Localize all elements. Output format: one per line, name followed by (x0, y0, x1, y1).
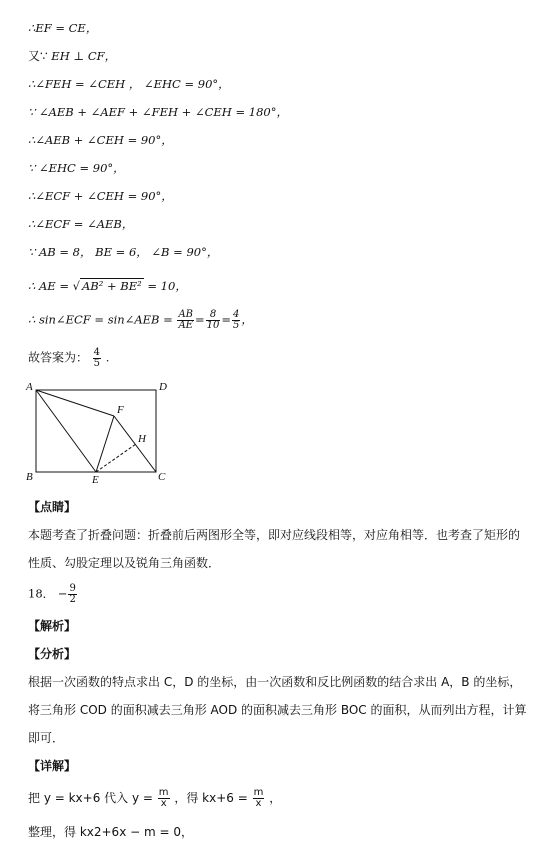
fraction-ab-ae: $\frac{AB}{AE}$ (178, 309, 194, 331)
proof-line-2-prefix: 又∵ (28, 49, 48, 63)
comment-text: 本题考查了折叠问题：折叠前后两图形全等，即对应线段相等，对应角相等．也考查了矩形的性质、勾股定理以及锐角三角函数． (28, 528, 521, 570)
proof-line-2-expr: EH ⊥ CF， (51, 49, 117, 63)
proof-line-1: ∴EF = CE， (28, 21, 98, 35)
detail-line-1: 把 y = kx+6 代入 y = $\frac{m}{x}$ ，得 kx+6 = $\frac{m}{x}$ ， (28, 787, 282, 809)
label-f: F (117, 404, 124, 416)
q18-answer (28, 584, 78, 605)
fraction-m-x-2: $\frac{m}{x}$ (253, 787, 264, 809)
rectangle-abcd (36, 390, 156, 472)
answer-prefix: 故答案为： (28, 350, 89, 365)
proof-line-5: ∴∠AEB + ∠CEH = 90°， (28, 133, 173, 147)
proof-line-3: ∴∠FEH = ∠CEH ， ∠EHC = 90°， (28, 77, 230, 91)
segment-fe (96, 416, 114, 472)
sin-prefix: ∴ sin∠ECF = sin∠AEB = (28, 312, 173, 327)
q18-number: 18． (28, 586, 55, 601)
geometry-figure (24, 376, 184, 484)
proof-line-8: ∴∠ECF = ∠AEB， (28, 217, 134, 231)
proof-line-6: ∵ ∠EHC = 90°， (28, 161, 125, 175)
proof-line-4: ∵ ∠AEB + ∠AEF + ∠FEH + ∠CEH = 180°， (28, 105, 288, 119)
label-c: C (158, 471, 166, 483)
proof-line-10 (28, 278, 187, 294)
proof-line-2 (28, 48, 116, 64)
segment-af (36, 390, 114, 416)
detail-heading: 【详解】 (28, 759, 77, 773)
fraction-8-10: $\frac{8}{10}$ (206, 309, 220, 331)
fraction-m-x-1: $\frac{m}{x}$ (158, 787, 169, 809)
analysis-heading: 【解析】 (28, 619, 77, 633)
proof-line-9: ∵ AB = 8， BE = 6， ∠B = 90°， (28, 245, 219, 259)
q18-fraction: $\frac{9}{2}$ (69, 583, 76, 605)
answer-fraction: $\frac{4}{5}$ (93, 347, 101, 369)
fenxi-heading: 【分析】 (28, 647, 77, 661)
label-h: H (138, 433, 146, 445)
answer-line: 故答案为： $\frac{4}{5}$ . (28, 347, 110, 369)
detail-line-2: 整理，得 kx2+6x − m = 0， (28, 825, 193, 839)
segment-eh-dashed (96, 444, 136, 472)
fraction-4-5: $\frac{4}{5}$ (233, 309, 240, 331)
sqrt-symbol: √ (72, 279, 80, 293)
proof-line-11: ∴ sin∠ECF = sin∠AEB = $\frac{AB}{AE}$ = $\frac{8}{10}$ = $\frac{4}{5}$ ， (28, 309, 253, 331)
sqrt-radicand: AB² + BE² (81, 279, 142, 293)
label-a: A (26, 381, 33, 393)
label-b: B (26, 471, 33, 483)
segment-ae (36, 390, 96, 472)
proof-line-7: ∴∠ECF + ∠CEH = 90°， (28, 189, 173, 203)
q18-sign: − (57, 586, 68, 601)
fenxi-text: 根据一次函数的特点求出 C，D 的坐标，由一次函数和反比例函数的结合求出 A，B 的坐标，将三角形 COD 的面积减去三角形 AOD 的面积减去三角形 BOC 的面积，从而列出方程，计算即可． (28, 675, 527, 745)
label-d: D (159, 381, 167, 393)
ae-suffix: = 10， (147, 279, 187, 293)
ae-prefix: ∴ AE = (28, 279, 69, 293)
label-e: E (92, 474, 99, 484)
segment-fc (114, 416, 156, 472)
comment-heading: 【点睛】 (28, 500, 77, 514)
